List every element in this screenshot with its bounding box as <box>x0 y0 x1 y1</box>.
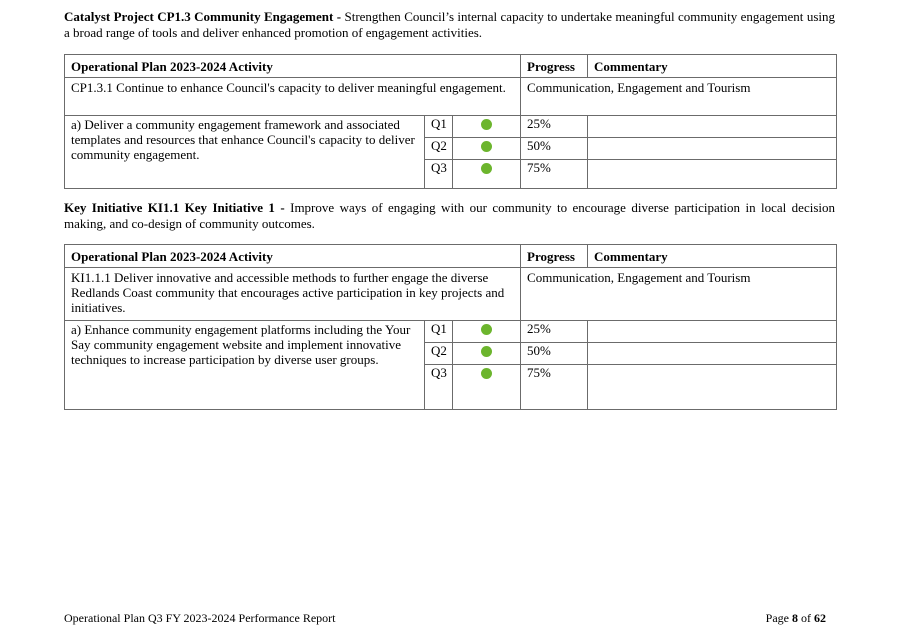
page-number <box>766 611 826 625</box>
status-cell <box>453 321 521 343</box>
sub-activity-cell: a) Enhance community engagement platforms including the Your Say community engagement website and implement innovative techniques to increase participation by diverse user groups. <box>65 321 425 410</box>
header-activity: Operational Plan 2023-2024 Activity <box>65 245 521 268</box>
status-green-dot-icon <box>481 346 492 357</box>
header-commentary: Commentary <box>588 55 837 78</box>
progress-cell: 50% <box>521 343 588 365</box>
page-mid: of <box>798 611 814 625</box>
quarter-cell: Q3 <box>425 365 453 410</box>
status-green-dot-icon <box>481 163 492 174</box>
commentary-cell <box>588 116 837 138</box>
page-prefix: Page <box>765 611 792 625</box>
page-footer <box>64 611 826 625</box>
section-heading-text: Improve ways of engaging with our community to encourage diverse participation in local decision making, and co-design of community outcomes. <box>64 200 836 231</box>
progress-cell: 75% <box>521 160 588 189</box>
section-heading-cp1-3 <box>64 9 835 41</box>
status-cell <box>453 343 521 365</box>
status-cell <box>453 138 521 160</box>
table-row <box>65 78 837 116</box>
status-cell <box>453 160 521 189</box>
status-green-dot-icon <box>481 119 492 130</box>
section-heading-bold: Catalyst Project CP1.3 Community Engagement - <box>64 9 342 24</box>
activity-cell: KI1.1.1 Deliver innovative and accessible methods to further engage the diverse Redlands Coast community that encourages active participation in key projects and initiatives. <box>65 268 521 321</box>
status-cell <box>453 116 521 138</box>
activity-table-ki1-1 <box>64 244 837 410</box>
progress-cell: 75% <box>521 365 588 410</box>
quarter-cell: Q1 <box>425 321 453 343</box>
status-green-dot-icon <box>481 141 492 152</box>
table-row <box>65 321 837 343</box>
commentary-cell <box>588 138 837 160</box>
page-total: 62 <box>814 611 826 625</box>
commentary-cell <box>588 160 837 189</box>
progress-cell: 25% <box>521 116 588 138</box>
header-commentary: Commentary <box>588 245 837 268</box>
owner-cell: Communication, Engagement and Tourism <box>521 268 837 321</box>
progress-cell: 25% <box>521 321 588 343</box>
table-row <box>65 268 837 321</box>
quarter-cell: Q3 <box>425 160 453 189</box>
commentary-cell <box>588 343 837 365</box>
section-heading-bold: Key Initiative KI1.1 Key Initiative 1 - <box>64 200 285 215</box>
header-progress: Progress <box>521 55 588 78</box>
section-heading-text: Strengthen Council’s internal capacity to undertake meaningful community engagement using a broad range of tools and deliver enhanced promotion of engagement activities. <box>64 9 835 40</box>
owner-cell: Communication, Engagement and Tourism <box>521 78 837 116</box>
quarter-cell: Q2 <box>425 138 453 160</box>
header-progress: Progress <box>521 245 588 268</box>
table-header-row <box>65 245 837 268</box>
quarter-cell: Q1 <box>425 116 453 138</box>
sub-activity-cell: a) Deliver a community engagement framework and associated templates and resources that enhance Council's capacity to deliver community engagement. <box>65 116 425 189</box>
progress-cell: 50% <box>521 138 588 160</box>
table-header-row <box>65 55 837 78</box>
status-cell <box>453 365 521 410</box>
commentary-cell <box>588 321 837 343</box>
commentary-cell <box>588 365 837 410</box>
header-activity: Operational Plan 2023-2024 Activity <box>65 55 521 78</box>
activity-cell: CP1.3.1 Continue to enhance Council's capacity to deliver meaningful engagement. <box>65 78 521 116</box>
table-row <box>65 116 837 138</box>
status-green-dot-icon <box>481 368 492 379</box>
section-heading-ki1-1 <box>64 200 835 232</box>
status-green-dot-icon <box>481 324 492 335</box>
quarter-cell: Q2 <box>425 343 453 365</box>
footer-report-title: Operational Plan Q3 FY 2023-2024 Performance Report <box>64 611 336 625</box>
page-current: 8 <box>792 611 798 625</box>
activity-table-cp1-3 <box>64 54 837 189</box>
